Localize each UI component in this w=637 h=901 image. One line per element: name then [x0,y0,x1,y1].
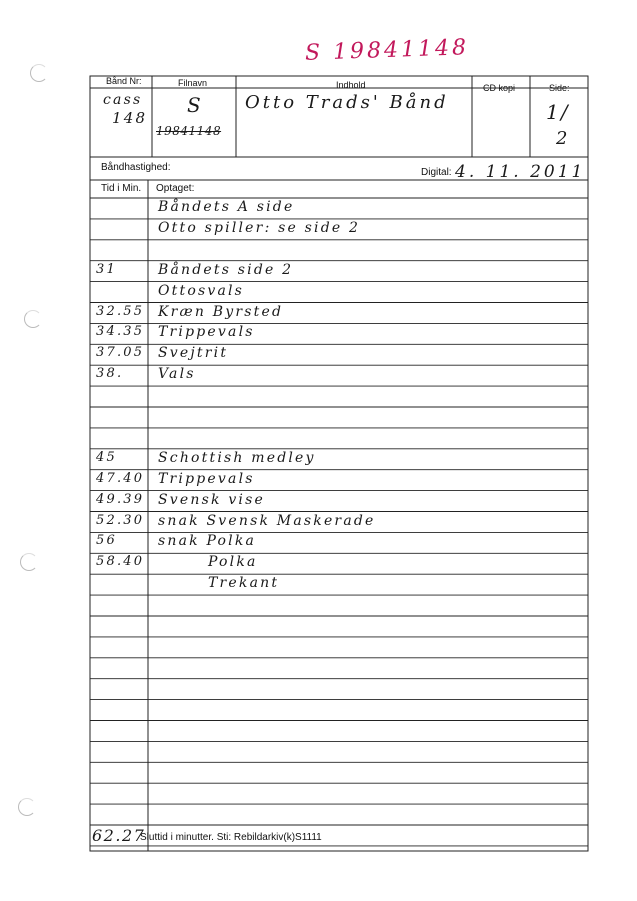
entry-content: Schottish medley [158,449,316,466]
entry-row [90,324,588,343]
digital-value: 4. 11. 2011 [455,162,586,182]
entry-time: 49.39 [96,491,145,507]
entry-row [90,304,588,323]
filnavn-value: S [187,93,203,117]
entry-row [90,366,588,385]
entry-content: Båndets side 2 [158,261,294,278]
archive-stamp: S 19841148 [304,35,470,66]
entry-content: snak Svensk Maskerade [158,512,376,529]
entry-row [90,513,588,532]
band-nr-value-line1: cass [103,92,143,108]
entry-row [90,345,588,364]
entry-row [90,387,588,406]
entry-time: 47.40 [96,470,145,486]
time-column-heading: Tid i Min. [101,183,142,194]
entry-content: Båndets A side [158,199,295,215]
entry-row [90,575,588,594]
entry-time: 58.40 [96,554,145,570]
entry-content: Trippevals [158,324,255,341]
entry-content: Svensk vise [158,491,265,508]
total-time-value: 62.27 [92,826,146,845]
entry-content: Otto spiller: se side 2 [158,219,361,236]
indhold-value: Otto Trads' Bånd [245,92,449,113]
entry-content: Trekant [208,575,280,592]
entry-row [90,471,588,490]
entry-row [90,283,588,302]
digital-label: Digital: [421,167,452,178]
entry-time: 45 [96,449,117,465]
footer-note: Sluttid i minutter. Sti: Rebildarkiv(k)S1111 [140,832,322,843]
entry-row [90,220,588,239]
band-nr-value-line2: 148 [112,109,148,127]
entry-content: Svejtrit [158,345,229,362]
entry-row [90,450,588,469]
speed-label: Båndhastighed: [101,162,171,173]
entry-time: 37.05 [96,345,145,361]
side-label: Side: [549,83,570,93]
side-value-bottom: 2 [556,128,570,149]
entry-row [90,199,588,218]
entry-time: 38. [96,366,124,382]
recorded-column-heading: Optaget: [156,183,195,194]
entry-content: Polka [208,554,258,571]
entry-row [90,241,588,260]
entry-row [90,429,588,448]
entry-time: 31 [96,261,117,277]
side-value-top: 1/ [546,100,570,124]
filnavn-label: Filnavn [178,78,208,88]
entry-row [90,408,588,427]
entry-row [90,533,588,552]
entry-content: Vals [158,366,196,383]
entry-content: Kræn Byrsted [158,303,284,320]
entry-row [90,492,588,511]
indhold-label: Indhold [336,80,366,90]
entry-content: Ottosvals [158,282,245,299]
entry-content: snak Polka [158,533,257,550]
filnavn-struck-value: 19841148 [156,124,222,138]
entry-time: 52.30 [96,512,145,528]
entry-row [90,554,588,573]
entry-time: 56 [96,533,117,549]
cd-kopi-label: CD kopi [483,83,516,93]
entry-time: 34.35 [96,324,145,340]
entry-content: Trippevals [158,470,255,487]
band-nr-label: Bånd Nr: [106,76,142,86]
entry-row [90,262,588,281]
entry-time: 32.55 [96,303,145,319]
